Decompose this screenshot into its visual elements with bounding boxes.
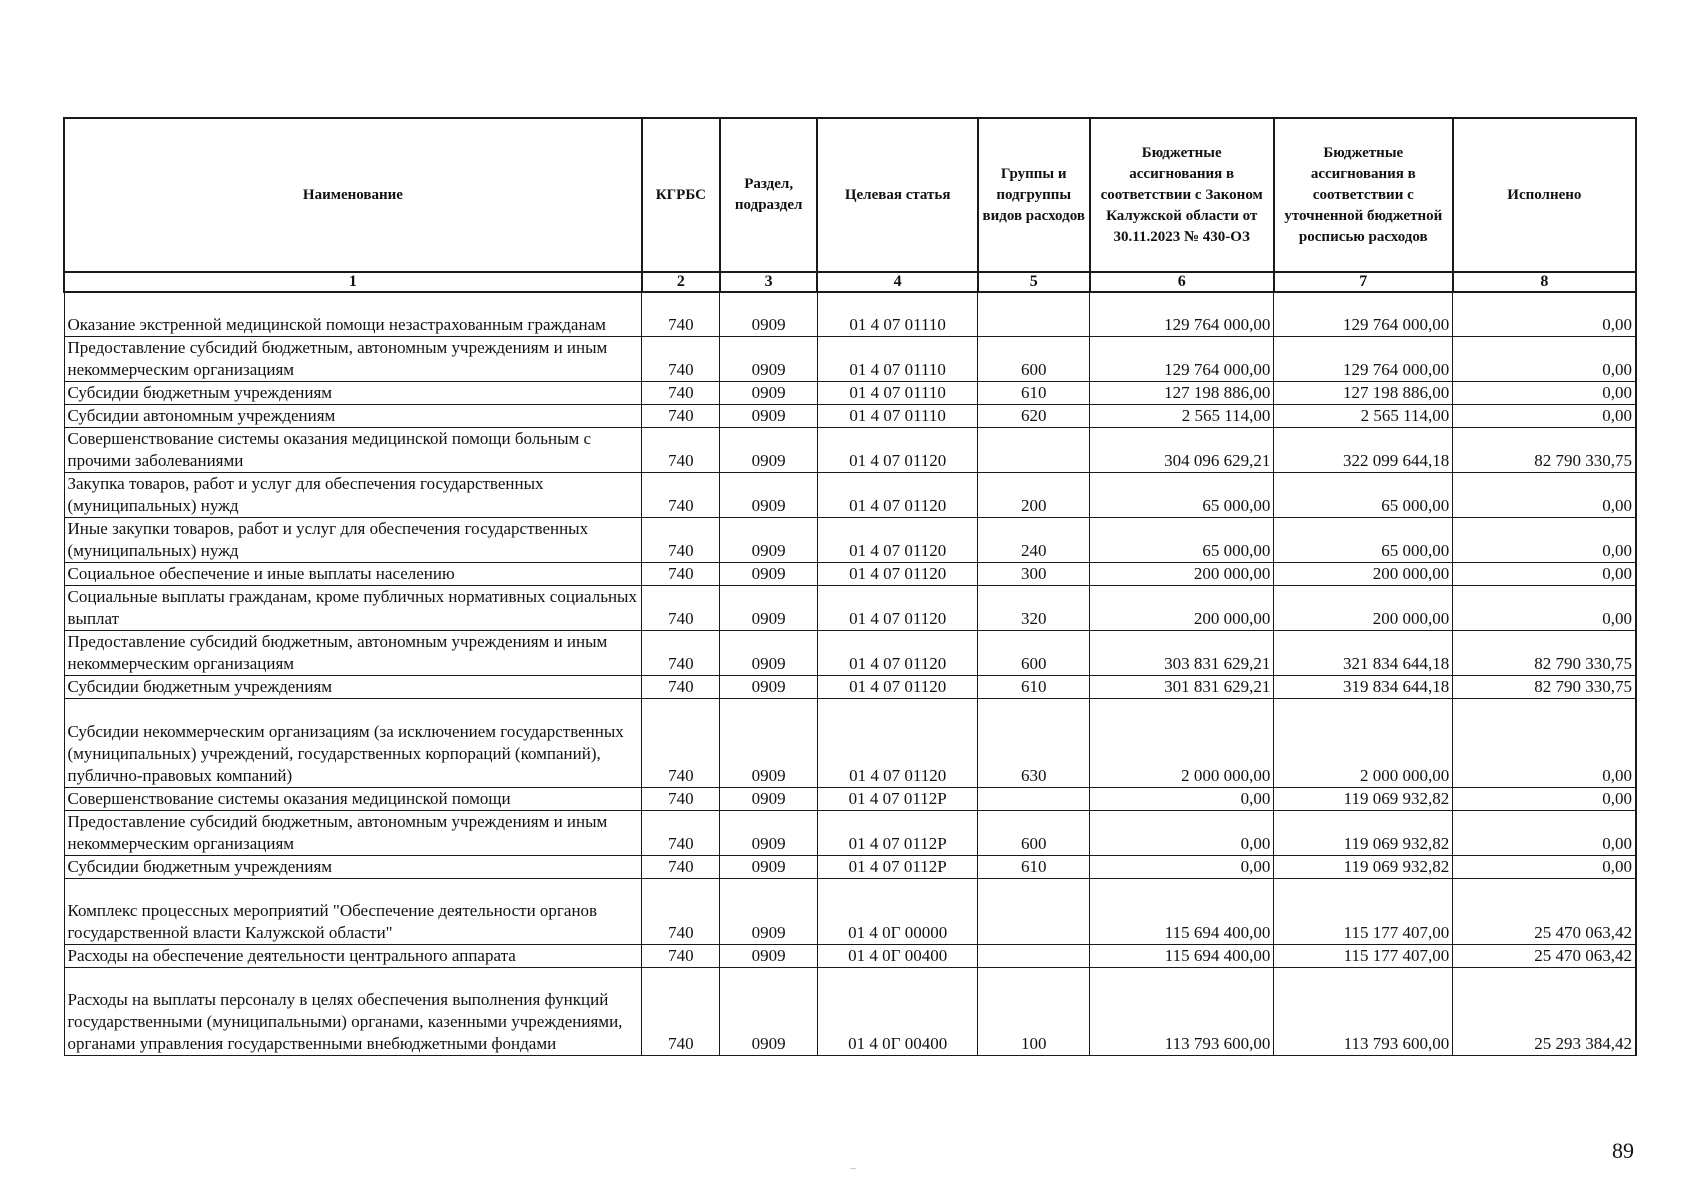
- cell-target-article: 01 4 07 01120: [817, 698, 977, 787]
- cell-executed-amount: 0,00: [1453, 404, 1636, 427]
- cell-executed-amount: 82 790 330,75: [1453, 675, 1636, 698]
- cell-law-amount: 200 000,00: [1090, 562, 1274, 585]
- cell-section: 0909: [720, 562, 818, 585]
- cell-roster-amount: 129 764 000,00: [1274, 292, 1453, 336]
- table-row: [64, 381, 1636, 404]
- cell-expense-group: [978, 787, 1090, 810]
- cell-roster-amount: 127 198 886,00: [1274, 381, 1453, 404]
- cell-target-article: 01 4 07 0112Р: [817, 855, 977, 878]
- cell-law-amount: 127 198 886,00: [1090, 381, 1274, 404]
- cell-kgrbs: 740: [642, 698, 720, 787]
- budget-table-container: [63, 117, 1637, 1056]
- cell-expense-group: 600: [978, 810, 1090, 855]
- cell-name: Предоставление субсидий бюджетным, автономным учреждениям и иным некоммерческим организациям: [64, 336, 642, 381]
- table-row: [64, 562, 1636, 585]
- cell-name: Расходы на выплаты персоналу в целях обеспечения выполнения функций государственными (муниципальными) органами, казенными учреждениями, органами управления государственными внебюджетными фондами: [64, 967, 642, 1055]
- table-row: [64, 472, 1636, 517]
- cell-kgrbs: 740: [642, 787, 720, 810]
- table-row: [64, 944, 1636, 967]
- cell-law-amount: 2 000 000,00: [1090, 698, 1274, 787]
- table-body: [64, 292, 1636, 1055]
- cell-roster-amount: 129 764 000,00: [1274, 336, 1453, 381]
- cell-section: 0909: [720, 967, 818, 1055]
- cell-target-article: 01 4 07 01110: [817, 292, 977, 336]
- cell-section: 0909: [720, 810, 818, 855]
- cell-executed-amount: 0,00: [1453, 292, 1636, 336]
- scan-mark: [850, 1168, 856, 1169]
- cell-law-amount: 301 831 629,21: [1090, 675, 1274, 698]
- cell-section: 0909: [720, 698, 818, 787]
- cell-roster-amount: 200 000,00: [1274, 585, 1453, 630]
- cell-kgrbs: 740: [642, 967, 720, 1055]
- cell-expense-group: 600: [978, 630, 1090, 675]
- cell-law-amount: 129 764 000,00: [1090, 292, 1274, 336]
- cell-law-amount: 0,00: [1090, 855, 1274, 878]
- cell-target-article: 01 4 07 01120: [817, 472, 977, 517]
- cell-executed-amount: 25 470 063,42: [1453, 944, 1636, 967]
- cell-executed-amount: 25 470 063,42: [1453, 878, 1636, 944]
- cell-law-amount: 115 694 400,00: [1090, 878, 1274, 944]
- cell-kgrbs: 740: [642, 562, 720, 585]
- cell-kgrbs: 740: [642, 944, 720, 967]
- header-roster-appropriations: Бюджетные ассигнования в соответствии с уточненной бюджетной росписью расходов: [1274, 118, 1453, 272]
- cell-target-article: 01 4 07 0112Р: [817, 787, 977, 810]
- cell-target-article: 01 4 07 01110: [817, 381, 977, 404]
- cell-roster-amount: 322 099 644,18: [1274, 427, 1453, 472]
- column-number: 7: [1274, 272, 1453, 292]
- cell-executed-amount: 0,00: [1453, 562, 1636, 585]
- cell-section: 0909: [720, 472, 818, 517]
- cell-target-article: 01 4 0Г 00400: [817, 944, 977, 967]
- header-section: Раздел, подраздел: [720, 118, 818, 272]
- cell-expense-group: 240: [978, 517, 1090, 562]
- cell-expense-group: [978, 944, 1090, 967]
- table-row: [64, 878, 1636, 944]
- cell-name: Субсидии некоммерческим организациям (за исключением государственных (муниципальных) учреждений, государственных корпораций (компаний), публично-правовых компаний): [64, 698, 642, 787]
- cell-expense-group: [978, 427, 1090, 472]
- cell-section: 0909: [720, 675, 818, 698]
- cell-roster-amount: 2 000 000,00: [1274, 698, 1453, 787]
- cell-kgrbs: 740: [642, 292, 720, 336]
- cell-executed-amount: 0,00: [1453, 810, 1636, 855]
- cell-expense-group: 630: [978, 698, 1090, 787]
- cell-roster-amount: 119 069 932,82: [1274, 855, 1453, 878]
- cell-law-amount: 113 793 600,00: [1090, 967, 1274, 1055]
- cell-target-article: 01 4 07 01120: [817, 675, 977, 698]
- cell-section: 0909: [720, 427, 818, 472]
- cell-section: 0909: [720, 585, 818, 630]
- cell-roster-amount: 2 565 114,00: [1274, 404, 1453, 427]
- cell-kgrbs: 740: [642, 517, 720, 562]
- header-law-appropriations: Бюджетные ассигнования в соответствии с Законом Калужской области от 30.11.2023 № 430-ОЗ: [1090, 118, 1274, 272]
- cell-expense-group: [978, 292, 1090, 336]
- cell-section: 0909: [720, 381, 818, 404]
- cell-target-article: 01 4 07 01120: [817, 562, 977, 585]
- header-expense-groups: Группы и подгруппы видов расходов: [978, 118, 1090, 272]
- cell-expense-group: 300: [978, 562, 1090, 585]
- cell-section: 0909: [720, 404, 818, 427]
- column-number: 3: [720, 272, 818, 292]
- cell-name: Социальные выплаты гражданам, кроме публичных нормативных социальных выплат: [64, 585, 642, 630]
- table-row: [64, 675, 1636, 698]
- cell-kgrbs: 740: [642, 427, 720, 472]
- cell-law-amount: 65 000,00: [1090, 472, 1274, 517]
- cell-roster-amount: 65 000,00: [1274, 472, 1453, 517]
- column-number-row: [64, 272, 1636, 292]
- cell-target-article: 01 4 0Г 00000: [817, 878, 977, 944]
- cell-roster-amount: 115 177 407,00: [1274, 944, 1453, 967]
- cell-executed-amount: 0,00: [1453, 585, 1636, 630]
- cell-expense-group: 600: [978, 336, 1090, 381]
- cell-law-amount: 115 694 400,00: [1090, 944, 1274, 967]
- cell-target-article: 01 4 07 01120: [817, 585, 977, 630]
- table-row: [64, 517, 1636, 562]
- cell-executed-amount: 0,00: [1453, 855, 1636, 878]
- cell-target-article: 01 4 07 01120: [817, 427, 977, 472]
- cell-name: Предоставление субсидий бюджетным, автономным учреждениям и иным некоммерческим организациям: [64, 810, 642, 855]
- header-row: [64, 118, 1636, 272]
- table-row: [64, 630, 1636, 675]
- table-row: [64, 585, 1636, 630]
- header-kgrbs: КГРБС: [642, 118, 720, 272]
- cell-expense-group: 100: [978, 967, 1090, 1055]
- cell-section: 0909: [720, 878, 818, 944]
- cell-roster-amount: 119 069 932,82: [1274, 787, 1453, 810]
- table-row: [64, 336, 1636, 381]
- cell-target-article: 01 4 07 01120: [817, 517, 977, 562]
- table-row: [64, 292, 1636, 336]
- page-number: 89: [1612, 1138, 1634, 1163]
- cell-expense-group: 200: [978, 472, 1090, 517]
- column-number: 2: [642, 272, 720, 292]
- cell-kgrbs: 740: [642, 404, 720, 427]
- table-row: [64, 404, 1636, 427]
- table-row: [64, 698, 1636, 787]
- cell-expense-group: 610: [978, 855, 1090, 878]
- cell-executed-amount: 0,00: [1453, 698, 1636, 787]
- cell-roster-amount: 115 177 407,00: [1274, 878, 1453, 944]
- cell-name: Закупка товаров, работ и услуг для обеспечения государственных (муниципальных) нужд: [64, 472, 642, 517]
- cell-executed-amount: 82 790 330,75: [1453, 427, 1636, 472]
- table-row: [64, 855, 1636, 878]
- cell-expense-group: 610: [978, 381, 1090, 404]
- cell-section: 0909: [720, 855, 818, 878]
- header-target-article: Целевая статья: [817, 118, 977, 272]
- table-row: [64, 810, 1636, 855]
- cell-target-article: 01 4 07 01110: [817, 336, 977, 381]
- cell-name: Комплекс процессных мероприятий "Обеспечение деятельности органов государственной власти Калужской области": [64, 878, 642, 944]
- cell-kgrbs: 740: [642, 810, 720, 855]
- cell-kgrbs: 740: [642, 585, 720, 630]
- cell-law-amount: 0,00: [1090, 810, 1274, 855]
- cell-target-article: 01 4 0Г 00400: [817, 967, 977, 1055]
- cell-roster-amount: 321 834 644,18: [1274, 630, 1453, 675]
- cell-executed-amount: 0,00: [1453, 381, 1636, 404]
- cell-expense-group: 610: [978, 675, 1090, 698]
- cell-executed-amount: 25 293 384,42: [1453, 967, 1636, 1055]
- header-executed: Исполнено: [1453, 118, 1636, 272]
- cell-kgrbs: 740: [642, 472, 720, 517]
- cell-executed-amount: 0,00: [1453, 336, 1636, 381]
- cell-section: 0909: [720, 944, 818, 967]
- cell-law-amount: 2 565 114,00: [1090, 404, 1274, 427]
- header-name: Наименование: [64, 118, 642, 272]
- cell-target-article: 01 4 07 0112Р: [817, 810, 977, 855]
- cell-expense-group: 620: [978, 404, 1090, 427]
- cell-law-amount: 304 096 629,21: [1090, 427, 1274, 472]
- cell-kgrbs: 740: [642, 855, 720, 878]
- cell-law-amount: 65 000,00: [1090, 517, 1274, 562]
- cell-law-amount: 0,00: [1090, 787, 1274, 810]
- cell-section: 0909: [720, 292, 818, 336]
- cell-name: Субсидии бюджетным учреждениям: [64, 855, 642, 878]
- cell-kgrbs: 740: [642, 630, 720, 675]
- cell-name: Расходы на обеспечение деятельности центрального аппарата: [64, 944, 642, 967]
- cell-section: 0909: [720, 336, 818, 381]
- cell-target-article: 01 4 07 01120: [817, 630, 977, 675]
- table-row: [64, 427, 1636, 472]
- cell-name: Субсидии автономным учреждениям: [64, 404, 642, 427]
- cell-section: 0909: [720, 787, 818, 810]
- cell-expense-group: 320: [978, 585, 1090, 630]
- cell-roster-amount: 113 793 600,00: [1274, 967, 1453, 1055]
- table-row: [64, 967, 1636, 1055]
- cell-roster-amount: 119 069 932,82: [1274, 810, 1453, 855]
- cell-kgrbs: 740: [642, 381, 720, 404]
- cell-name: Оказание экстренной медицинской помощи незастрахованным гражданам: [64, 292, 642, 336]
- column-number: 1: [64, 272, 642, 292]
- cell-executed-amount: 0,00: [1453, 472, 1636, 517]
- table-row: [64, 787, 1636, 810]
- cell-executed-amount: 0,00: [1453, 787, 1636, 810]
- cell-name: Субсидии бюджетным учреждениям: [64, 675, 642, 698]
- cell-roster-amount: 319 834 644,18: [1274, 675, 1453, 698]
- cell-section: 0909: [720, 517, 818, 562]
- cell-law-amount: 303 831 629,21: [1090, 630, 1274, 675]
- column-number: 8: [1453, 272, 1636, 292]
- budget-table: [63, 117, 1637, 1056]
- cell-target-article: 01 4 07 01110: [817, 404, 977, 427]
- cell-law-amount: 129 764 000,00: [1090, 336, 1274, 381]
- column-number: 6: [1090, 272, 1274, 292]
- cell-roster-amount: 200 000,00: [1274, 562, 1453, 585]
- cell-expense-group: [978, 878, 1090, 944]
- cell-name: Иные закупки товаров, работ и услуг для обеспечения государственных (муниципальных) нужд: [64, 517, 642, 562]
- cell-name: Совершенствование системы оказания медицинской помощи: [64, 787, 642, 810]
- cell-kgrbs: 740: [642, 675, 720, 698]
- cell-name: Совершенствование системы оказания медицинской помощи больным с прочими заболеваниями: [64, 427, 642, 472]
- cell-kgrbs: 740: [642, 878, 720, 944]
- column-number: 4: [817, 272, 977, 292]
- cell-name: Субсидии бюджетным учреждениям: [64, 381, 642, 404]
- cell-name: Социальное обеспечение и иные выплаты населению: [64, 562, 642, 585]
- column-number: 5: [978, 272, 1090, 292]
- cell-section: 0909: [720, 630, 818, 675]
- cell-law-amount: 200 000,00: [1090, 585, 1274, 630]
- cell-kgrbs: 740: [642, 336, 720, 381]
- cell-executed-amount: 82 790 330,75: [1453, 630, 1636, 675]
- cell-executed-amount: 0,00: [1453, 517, 1636, 562]
- cell-roster-amount: 65 000,00: [1274, 517, 1453, 562]
- cell-name: Предоставление субсидий бюджетным, автономным учреждениям и иным некоммерческим организациям: [64, 630, 642, 675]
